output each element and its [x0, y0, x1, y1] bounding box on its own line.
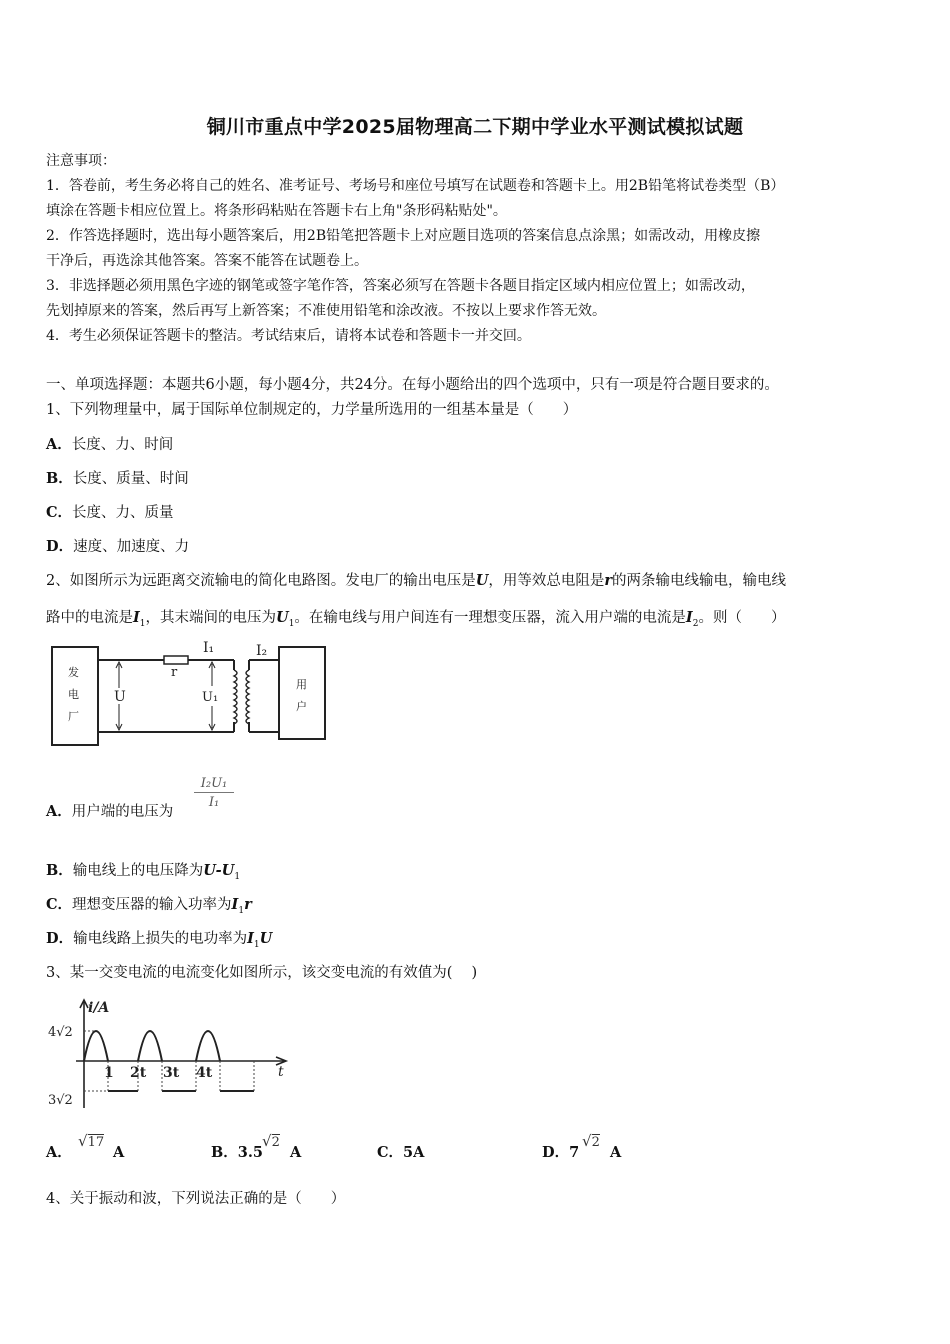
plant-char: 电	[68, 688, 79, 701]
q2-option-a: A．用户端的电压为	[46, 803, 174, 820]
primary-coil	[234, 670, 237, 724]
negative-level-label: 3√2	[48, 1093, 73, 1108]
notice-heading: 注意事项：	[46, 153, 116, 169]
y-axis-label: i/A	[88, 1000, 110, 1016]
label-i2: I₂	[256, 643, 268, 659]
user-char: 户	[296, 700, 307, 713]
question-2-stem-line1: 2、如图所示为远距离交流输电的简化电路图。发电厂的输出电压是U，用等效总电阻是r的两条输电线输电，输电线	[46, 572, 787, 589]
resistor-r	[164, 656, 188, 664]
notice-line: 填涂在答题卡相应位置上。将条形码粘贴在答题卡右上角"条形码粘贴处"。	[46, 203, 507, 219]
q3-option-a-root: √17	[78, 1132, 105, 1150]
question-4-stem: 4、关于振动和波，下列说法正确的是（ ）	[46, 1191, 346, 1207]
user-box	[279, 647, 325, 739]
q3-option-d-unit: A	[610, 1144, 622, 1161]
q3-option-b-unit: A	[290, 1144, 302, 1161]
notice-line: 干净后，再选涂其他答案。答案不能答在试题卷上。	[46, 253, 368, 269]
q1-option-a: A．长度、力、时间	[46, 436, 174, 453]
transmission-circuit-diagram	[46, 636, 336, 752]
q2-option-d: D．输电线路上损失的电功率为$I_1U$	[46, 930, 273, 950]
x-tick-label: 3t	[163, 1065, 180, 1081]
secondary-coil	[246, 670, 249, 724]
question-3-stem: 3、某一交变电流的电流变化如图所示，该交变电流的有效值为( )	[46, 965, 478, 981]
plant-char: 厂	[68, 710, 79, 723]
label-u: U	[114, 689, 126, 705]
q3-option-b-root: √2	[262, 1132, 280, 1150]
q3-option-b: B．3.5	[211, 1144, 263, 1161]
q3-option-d: D．7	[542, 1144, 580, 1161]
q3-option-d-root: √2	[582, 1132, 600, 1150]
q3-option-a: A．	[46, 1144, 72, 1161]
plant-char: 发	[68, 666, 79, 679]
x-tick-label: 4t	[196, 1065, 213, 1081]
q3-option-a-unit: A	[113, 1144, 125, 1161]
label-u1: U₁	[202, 690, 219, 705]
positive-half-wave	[138, 1031, 162, 1061]
x-axis-label: t	[278, 1064, 284, 1080]
positive-half-wave	[84, 1031, 108, 1061]
notice-line: 2．作答选择题时，选出每小题答案后，用2B铅笔把答题卡上对应题目选项的答案信息点涂黑；如需改动，用橡皮擦	[46, 228, 761, 244]
notice-line: 3．非选择题必须用黑色字迹的钢笔或签字笔作答，答案必须写在答题卡各题目指定区域内相应位置上；如需改动，	[46, 278, 755, 294]
q3-option-c: C．5A	[377, 1144, 425, 1161]
user-char: 用	[296, 678, 307, 691]
notice-line: 先划掉原来的答案，然后再写上新答案；不准使用铅笔和涂改液。不按以上要求作答无效。	[46, 303, 606, 319]
q2-option-c: C．理想变压器的输入功率为$I_1r$	[46, 896, 252, 916]
q1-option-c: C．长度、力、质量	[46, 504, 174, 521]
q1-option-d: D．速度、加速度、力	[46, 538, 190, 555]
notice-line: 4．考生必须保证答题卡的整洁。考试结束后，请将本试卷和答题卡一并交回。	[46, 328, 531, 344]
q2-option-b: B．输电线上的电压降为$U-U_1$	[46, 862, 241, 882]
label-i1: I₁	[203, 640, 215, 656]
notice-line: 1．答卷前，考生务必将自己的姓名、准考证号、考场号和座位号填写在试题卷和答题卡上。用2B铅笔将试卷类型（B）	[46, 178, 785, 194]
question-2-stem-line2: 路中的电流是$I_1$，其末端间的电压为$U_1$。在输电线与用户间连有一理想变压器，流入用户端的电流是$I_2$。则（ ）	[46, 609, 786, 629]
q2-option-a-fraction: I₂U₁ I₁	[194, 776, 234, 810]
section-heading: 一、单项选择题：本题共6小题，每小题4分，共24分。在每小题给出的四个选项中，只有一项是符合题目要求的。	[46, 377, 779, 393]
question-1-stem: 1、下列物理量中，属于国际单位制规定的，力学量所选用的一组基本量是（ ）	[46, 402, 578, 418]
label-r: r	[171, 665, 178, 680]
x-tick-label: 1	[104, 1065, 114, 1081]
page-title: 铜川市重点中学2025届物理高二下期中学业水平测试模拟试题	[206, 116, 744, 138]
x-tick-label: 2t	[130, 1065, 147, 1081]
positive-peak-label: 4√2	[48, 1025, 73, 1040]
positive-half-wave	[196, 1031, 220, 1061]
q1-option-b: B．长度、质量、时间	[46, 470, 189, 487]
current-waveform-graph	[46, 996, 296, 1114]
